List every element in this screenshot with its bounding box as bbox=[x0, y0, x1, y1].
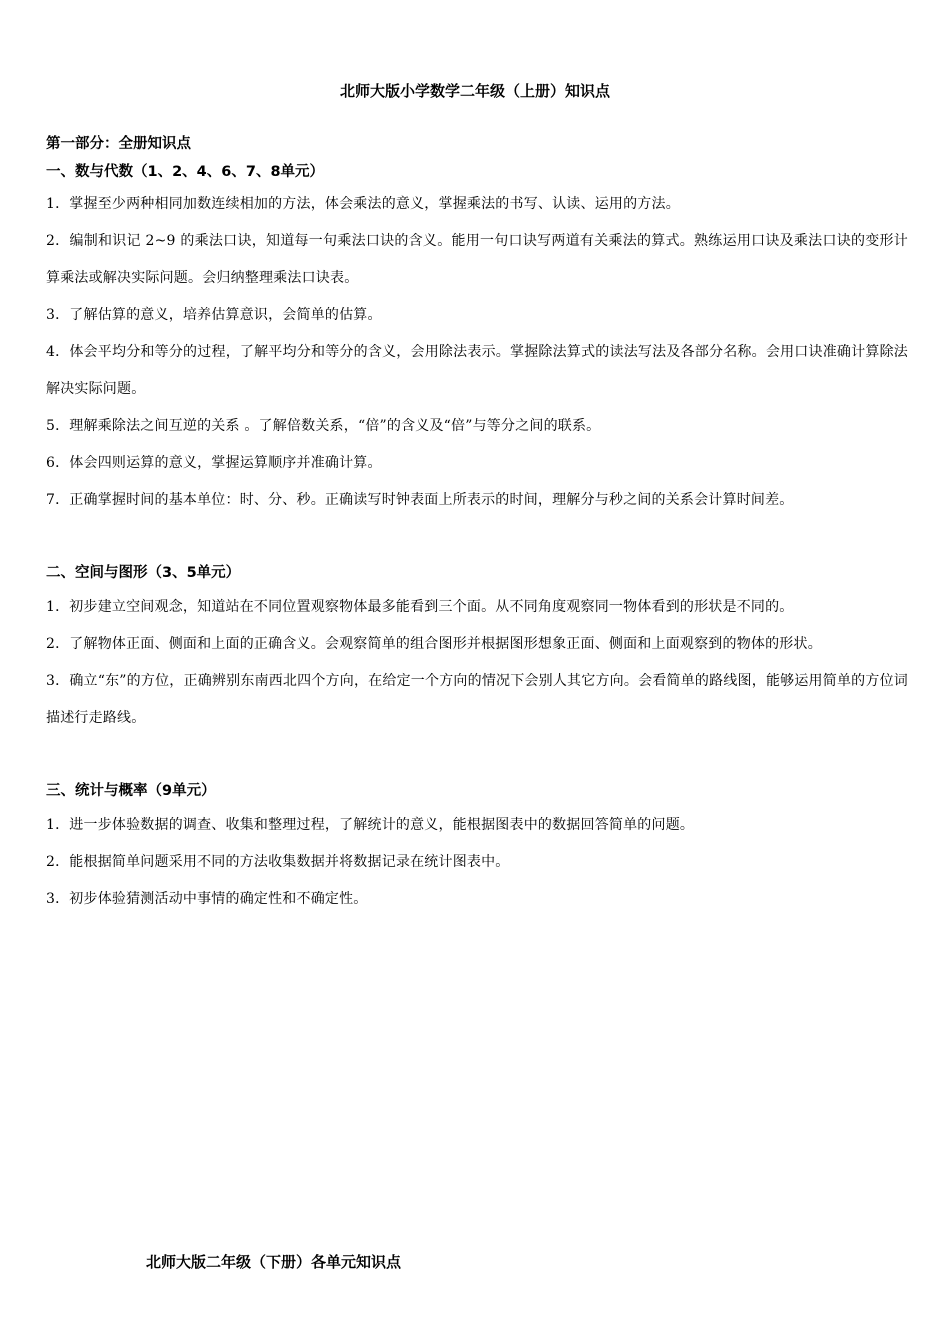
list-item: 2．能根据简单问题采用不同的方法收集数据并将数据记录在统计图表中。 bbox=[46, 854, 510, 870]
list-item: 4．体会平均分和等分的过程，了解平均分和等分的含义，会用除法表示。掌握除法算式的读法写法及各部分名称。会用口诀准确计算除法解决实际问题。 bbox=[46, 344, 908, 397]
list-item: 2．编制和识记 2~9 的乘法口诀，知道每一句乘法口诀的含义。能用一句口诀写两道有关乘法的算式。熟练运用口诀及乘法口诀的变形计算乘法或解决实际问题。会归纳整理乘法口诀表。 bbox=[46, 233, 908, 286]
list-item: 1．初步建立空间观念，知道站在不同位置观察物体最多能看到三个面。从不同角度观察同一物体看到的形状是不同的。 bbox=[46, 599, 794, 615]
list-item: 3．初步体验猜测活动中事情的确定性和不确定性。 bbox=[46, 891, 368, 907]
list-item: 7．正确掌握时间的基本单位：时、分、秒。正确读写时钟表面上所表示的时间，理解分与秒之间的关系会计算时间差。 bbox=[46, 492, 794, 508]
list-item: 1．掌握至少两种相同加数连续相加的方法，体会乘法的意义，掌握乘法的书写、认读、运用的方法。 bbox=[46, 196, 680, 212]
section-spacer bbox=[46, 737, 908, 773]
section-heading-number-algebra: 一、数与代数（1、2、4、6、7、8单元） bbox=[46, 164, 325, 180]
list-item: 5．理解乘除法之间互逆的关系 。了解倍数关系，“倍”的含义及“倍”与等分之间的联系。 bbox=[46, 418, 601, 434]
section-heading-statistics: 三、统计与概率（9单元） bbox=[46, 783, 216, 799]
section-spacer bbox=[46, 519, 908, 555]
list-item: 2．了解物体正面、侧面和上面的正确含义。会观察简单的组合图形并根据图形想象正面、侧面和上面观察到的物体的形状。 bbox=[46, 636, 822, 652]
next-document-title: 北师大版二年级（下册）各单元知识点 bbox=[146, 1253, 402, 1271]
list-item: 6．体会四则运算的意义，掌握运算顺序并准确计算。 bbox=[46, 455, 382, 471]
section-heading-space-shape: 二、空间与图形（3、5单元） bbox=[46, 565, 241, 581]
list-item: 3．了解估算的意义，培养估算意识，会简单的估算。 bbox=[46, 307, 382, 323]
list-item: 3．确立“东”的方位，正确辨别东南西北四个方向，在给定一个方向的情况下会别人其它方向。会看简单的路线图，能够运用简单的方位词描述行走路线。 bbox=[46, 673, 908, 726]
part-heading: 第一部分：全册知识点 bbox=[46, 136, 191, 152]
document-body bbox=[46, 130, 908, 918]
list-item: 1．进一步体验数据的调查、收集和整理过程，了解统计的意义，能根据图表中的数据回答简单的问题。 bbox=[46, 817, 695, 833]
document-title: 北师大版小学数学二年级（上册）知识点 bbox=[339, 82, 610, 100]
